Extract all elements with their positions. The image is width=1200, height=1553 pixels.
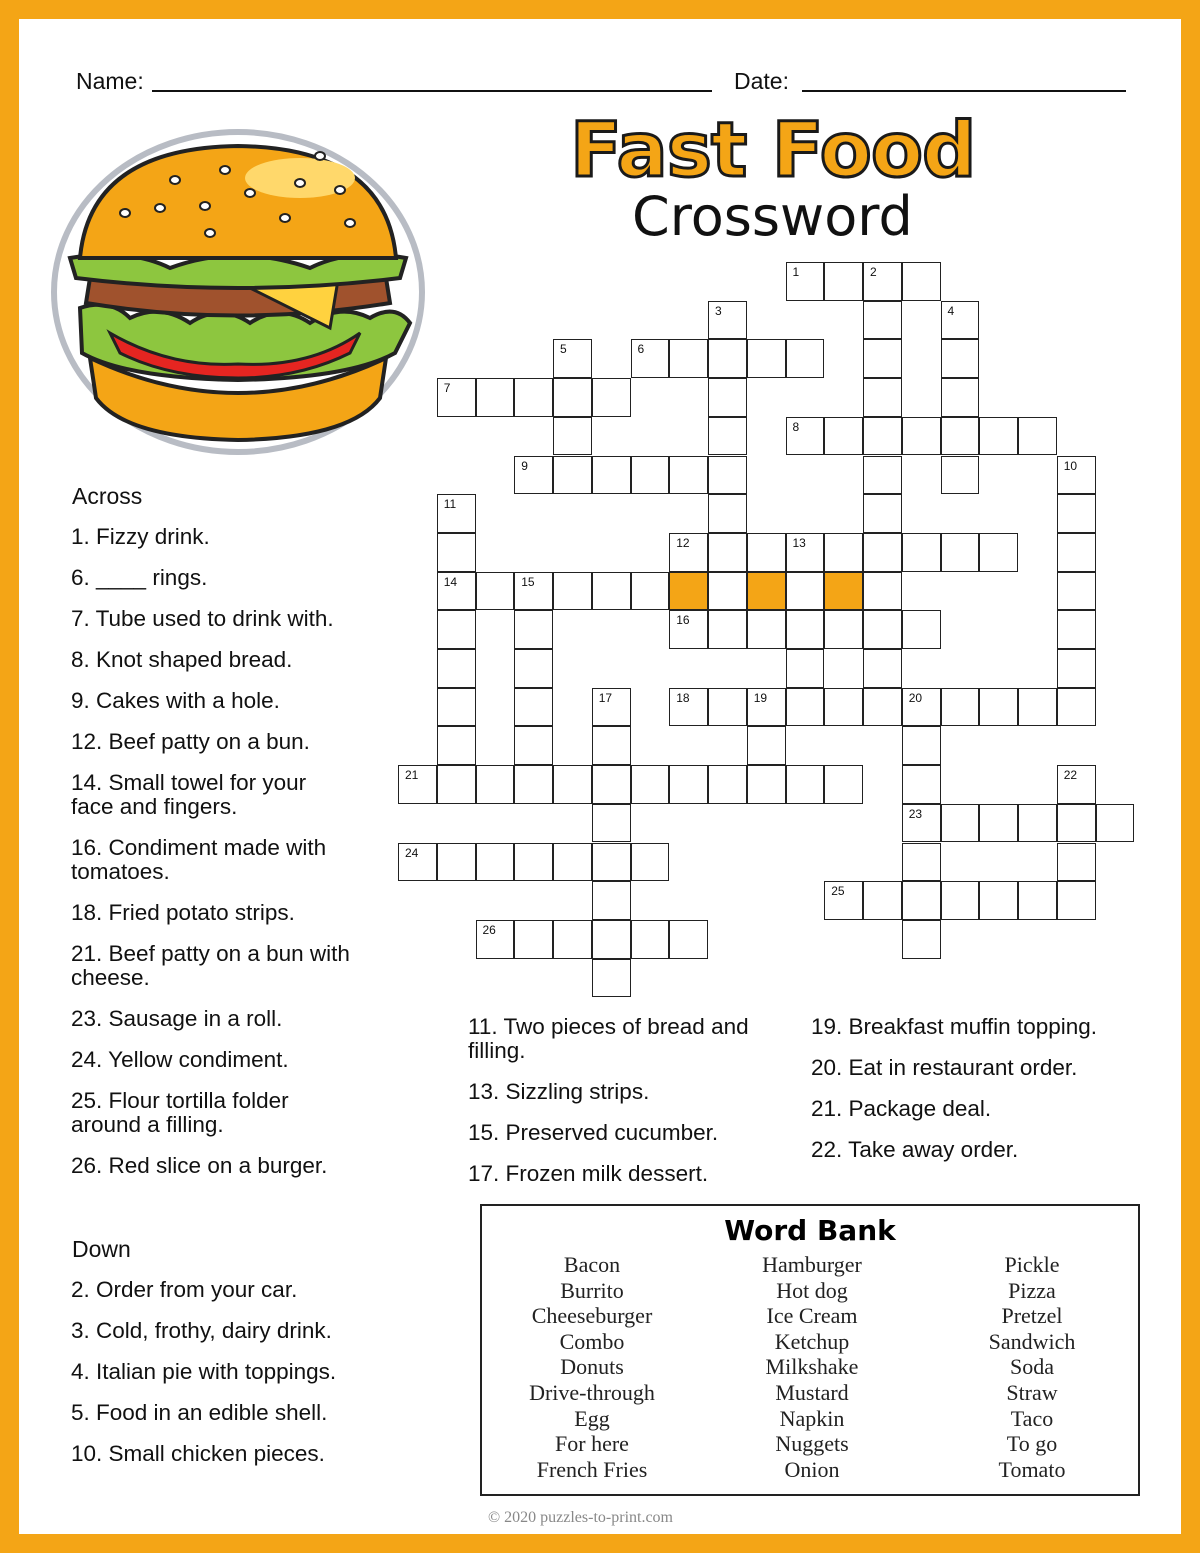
grid-cell[interactable] [592,688,631,727]
clue-number: 19 [753,690,768,705]
grid-cell[interactable] [941,456,980,495]
word-bank-word: Combo [559,1328,625,1354]
clue-number: 20 [908,690,923,705]
grid-cell[interactable] [592,843,631,882]
word-bank-word: Egg [574,1405,610,1431]
grid-cell[interactable] [514,726,553,765]
word-bank-word: Hot dog [776,1277,848,1303]
grid-cell[interactable] [553,920,592,959]
grid-cell[interactable] [437,610,476,649]
word-bank-word: Pizza [1008,1277,1056,1303]
date-label: Date: [734,68,789,94]
clue-number: 3 [715,303,722,318]
down-clue: 2. Order from your car. [71,1277,298,1302]
down-clue: 11. Two pieces of bread and filling. [468,1014,749,1063]
word-bank-column [922,1252,1142,1482]
clue-number: 7 [443,381,451,396]
word-bank-word: Cheeseburger [531,1303,653,1329]
grid-cell[interactable] [592,920,631,959]
word-bank-word: Soda [1010,1354,1054,1380]
across-clue: 23. Sausage in a roll. [71,1006,283,1031]
grid-cell[interactable] [863,610,902,649]
grid-cell[interactable] [1057,765,1096,804]
grid-cell[interactable] [1057,843,1096,882]
grid-cell[interactable] [1057,804,1096,843]
grid-cell[interactable] [514,688,553,727]
grid-cell[interactable] [941,417,980,456]
grid-cell[interactable] [941,688,980,727]
grid-cell[interactable] [863,301,902,340]
block-cell [669,572,708,611]
clue-number: 24 [405,845,419,860]
grid-cell[interactable] [553,843,592,882]
grid-cell[interactable] [747,688,786,727]
clue-number: 25 [831,884,845,899]
down-clue: 4. Italian pie with toppings. [71,1359,337,1384]
grid-cell[interactable] [708,572,747,611]
grid-cell[interactable] [786,649,825,688]
clue-number: 1 [792,265,800,279]
grid-cell[interactable] [553,417,592,456]
down-clue: 17. Frozen milk dessert. [468,1161,709,1186]
word-bank-word: Donuts [560,1354,624,1380]
down-clue: 13. Sizzling strips. [468,1079,650,1104]
grid-cell[interactable] [553,339,592,378]
across-clue: 1. Fizzy drink. [71,524,210,549]
grid-cell[interactable] [786,533,825,572]
grid-cell[interactable] [592,572,631,611]
grid-cell[interactable] [1057,881,1096,920]
grid-cell[interactable] [476,572,515,611]
grid-cell[interactable] [1018,417,1057,456]
grid-cell[interactable] [476,378,515,417]
grid-cell[interactable] [708,456,747,495]
grid-cell[interactable] [1096,804,1135,843]
clue-number: 11 [443,497,457,512]
across-clue: 18. Fried potato strips. [71,900,295,925]
word-bank-word: To go [1006,1431,1058,1457]
across-heading: Across [72,483,143,509]
clue-number: 12 [676,535,690,550]
grid-cell[interactable] [863,533,902,572]
grid-cell[interactable] [1057,494,1096,533]
grid-cell[interactable] [786,610,825,649]
block-cell [824,572,863,611]
grid-cell[interactable] [863,572,902,611]
grid-cell[interactable] [941,804,980,843]
grid-cell[interactable] [824,533,863,572]
grid-cell[interactable] [553,378,592,417]
word-bank-word: Ketchup [774,1328,850,1354]
across-clue: 7. Tube used to drink with. [71,606,334,631]
word-bank-word: Tomato [998,1456,1066,1482]
grid-cell[interactable] [514,572,553,611]
grid-cell[interactable] [941,533,980,572]
grid-cell[interactable] [941,881,980,920]
grid-cell[interactable] [747,339,786,378]
grid-cell[interactable] [631,456,670,495]
clue-number: 13 [792,535,806,550]
grid-cell[interactable] [708,688,747,727]
down-heading: Down [72,1236,131,1262]
title-fast-food: Fast Food [570,105,976,194]
grid-cell[interactable] [669,533,708,572]
grid-cell[interactable] [902,610,941,649]
grid-cell[interactable] [437,572,476,611]
word-bank-column [702,1252,922,1482]
grid-cell[interactable] [514,843,553,882]
word-bank-word: Taco [1010,1405,1054,1431]
grid-cell[interactable] [631,843,670,882]
copyright: © 2020 puzzles-to-print.com [488,1509,673,1526]
grid-cell[interactable] [863,262,902,301]
across-clue: 24. Yellow condiment. [71,1047,289,1072]
word-bank-word: Pretzel [1001,1303,1063,1329]
grid-cell[interactable] [669,765,708,804]
grid-cell[interactable] [476,843,515,882]
grid-cell[interactable] [514,649,553,688]
across-clue: 21. Beef patty on a bun with cheese. [71,941,350,990]
grid-cell[interactable] [1057,572,1096,611]
word-bank [480,1204,1140,1496]
grid-cell[interactable] [708,494,747,533]
grid-cell[interactable] [824,765,863,804]
grid-cell[interactable] [1057,688,1096,727]
down-clue: 5. Food in an edible shell. [71,1400,328,1425]
grid-cell[interactable] [786,572,825,611]
grid-cell[interactable] [941,301,980,340]
grid-cell[interactable] [592,959,631,998]
grid-cell[interactable] [708,610,747,649]
grid-cell[interactable] [863,649,902,688]
grid-cell[interactable] [437,765,476,804]
grid-cell[interactable] [824,262,863,301]
grid-cell[interactable] [708,301,747,340]
word-bank-word: Onion [784,1456,840,1482]
clue-number: 26 [482,922,496,937]
grid-cell[interactable] [592,378,631,417]
down-clue: 3. Cold, frothy, dairy drink. [71,1318,332,1343]
grid-cell[interactable] [708,378,747,417]
across-clue: 14. Small towel for your face and fingers. [71,770,307,819]
clue-number: 5 [560,342,567,357]
grid-cell[interactable] [902,804,941,843]
across-clue: 26. Red slice on a burger. [71,1153,328,1178]
clue-number: 4 [947,303,955,318]
clue-number: 10 [1063,458,1078,473]
name-field[interactable] [152,90,712,92]
grid-cell[interactable] [631,765,670,804]
grid-cell[interactable] [592,804,631,843]
grid-cell[interactable] [437,494,476,533]
clue-number: 6 [637,342,645,357]
grid-cell[interactable] [437,726,476,765]
word-bank-word: Straw [1006,1379,1058,1405]
grid-cell[interactable] [669,688,708,727]
word-bank-word: Burrito [560,1277,624,1303]
grid-cell[interactable] [398,843,437,882]
grid-cell[interactable] [863,339,902,378]
grid-cell[interactable] [1018,804,1057,843]
word-bank-word: French Fries [536,1456,648,1482]
grid-cell[interactable] [514,378,553,417]
grid-cell[interactable] [747,610,786,649]
grid-cell[interactable] [592,726,631,765]
word-bank-word: Milkshake [765,1354,859,1380]
grid-cell[interactable] [708,339,747,378]
grid-cell[interactable] [824,688,863,727]
grid-cell[interactable] [979,804,1018,843]
grid-cell[interactable] [1057,456,1096,495]
grid-cell[interactable] [979,881,1018,920]
across-clue: 12. Beef patty on a bun. [71,729,310,754]
grid-cell[interactable] [863,456,902,495]
grid-cell[interactable] [631,920,670,959]
grid-cell[interactable] [1057,649,1096,688]
grid-cell[interactable] [592,881,631,920]
across-clue: 8. Knot shaped bread. [71,647,293,672]
grid-cell[interactable] [437,533,476,572]
grid-cell[interactable] [669,339,708,378]
grid-cell[interactable] [979,417,1018,456]
grid-cell[interactable] [592,456,631,495]
down-clue: 21. Package deal. [811,1096,992,1121]
grid-cell[interactable] [941,339,980,378]
across-clue: 6. ____ rings. [71,565,208,590]
across-clue: 25. Flour tortilla folder around a filling. [71,1088,289,1137]
grid-cell[interactable] [476,765,515,804]
grid-cell[interactable] [979,533,1018,572]
grid-cell[interactable] [631,572,670,611]
word-bank-word: Bacon [563,1252,621,1277]
word-bank-word: Sandwich [988,1328,1076,1354]
grid-cell[interactable] [786,688,825,727]
grid-cell[interactable] [863,494,902,533]
word-bank-word: Drive-through [529,1379,655,1405]
grid-cell[interactable] [553,456,592,495]
down-clue: 15. Preserved cucumber. [468,1120,719,1145]
word-bank-word: Napkin [779,1405,845,1431]
grid-cell[interactable] [437,649,476,688]
grid-cell[interactable] [902,843,941,882]
burger-illustration [50,128,428,456]
grid-cell[interactable] [941,378,980,417]
across-clue: 16. Condiment made with tomatoes. [71,835,327,884]
grid-cell[interactable] [514,765,553,804]
down-clue: 20. Eat in restaurant order. [811,1055,1078,1080]
clue-number: 17 [598,690,613,705]
name-label: Name: [76,68,144,94]
grid-cell[interactable] [437,843,476,882]
grid-cell[interactable] [631,339,670,378]
clue-number: 18 [676,690,690,705]
clue-number: 15 [521,574,535,589]
clue-number: 2 [870,265,877,279]
grid-cell[interactable] [514,920,553,959]
grid-cell[interactable] [1057,610,1096,649]
grid-cell[interactable] [902,533,941,572]
grid-cell[interactable] [902,688,941,727]
grid-cell[interactable] [979,688,1018,727]
grid-cell[interactable] [863,688,902,727]
clue-number: 21 [405,768,419,783]
word-bank-title: Word Bank [724,1214,896,1247]
word-bank-column [482,1252,702,1482]
word-bank-word: Mustard [775,1379,849,1405]
down-clue: 22. Take away order. [811,1137,1019,1162]
word-bank-word: Nuggets [775,1431,849,1457]
grid-cell[interactable] [514,610,553,649]
word-bank-word: Ice Cream [766,1303,858,1329]
down-clue: 10. Small chicken pieces. [71,1441,325,1466]
grid-cell[interactable] [1057,533,1096,572]
word-bank-word: For here [555,1431,629,1457]
grid-cell[interactable] [902,262,941,301]
grid-cell[interactable] [786,339,825,378]
grid-cell[interactable] [1018,688,1057,727]
date-field[interactable] [802,90,1126,92]
grid-cell[interactable] [398,765,437,804]
grid-cell[interactable] [824,417,863,456]
grid-cell[interactable] [863,881,902,920]
grid-cell[interactable] [786,765,825,804]
grid-cell[interactable] [708,417,747,456]
down-clue: 19. Breakfast muffin topping. [811,1014,1098,1039]
grid-cell[interactable] [747,765,786,804]
block-cell [747,572,786,611]
clue-number: 8 [792,419,800,434]
word-bank-word: Hamburger [762,1252,862,1277]
grid-cell[interactable] [1018,881,1057,920]
grid-cell[interactable] [824,881,863,920]
grid-cell[interactable] [902,726,941,765]
grid-cell[interactable] [786,417,825,456]
grid-cell[interactable] [669,920,708,959]
grid-cell[interactable] [863,417,902,456]
grid-cell[interactable] [786,262,825,301]
grid-cell[interactable] [747,533,786,572]
grid-cell[interactable] [708,533,747,572]
clue-number: 9 [521,458,528,473]
grid-cell[interactable] [708,765,747,804]
grid-cell[interactable] [669,456,708,495]
grid-cell[interactable] [863,378,902,417]
grid-cell[interactable] [592,765,631,804]
clue-number: 16 [676,613,690,628]
grid-cell[interactable] [553,572,592,611]
grid-cell[interactable] [669,610,708,649]
clue-number: 22 [1063,768,1078,783]
grid-cell[interactable] [902,417,941,456]
grid-cell[interactable] [902,881,941,920]
word-bank-word: Pickle [1004,1252,1060,1277]
grid-cell[interactable] [514,456,553,495]
grid-cell[interactable] [437,688,476,727]
clue-number: 23 [908,806,923,821]
grid-cell[interactable] [824,610,863,649]
grid-cell[interactable] [902,920,941,959]
grid-cell[interactable] [902,765,941,804]
grid-cell[interactable] [747,726,786,765]
clue-number: 14 [443,574,458,589]
across-clue: 9. Cakes with a hole. [71,688,280,713]
title-crossword: Crossword [632,185,913,248]
grid-cell[interactable] [553,765,592,804]
grid-cell[interactable] [476,920,515,959]
grid-cell[interactable] [437,378,476,417]
